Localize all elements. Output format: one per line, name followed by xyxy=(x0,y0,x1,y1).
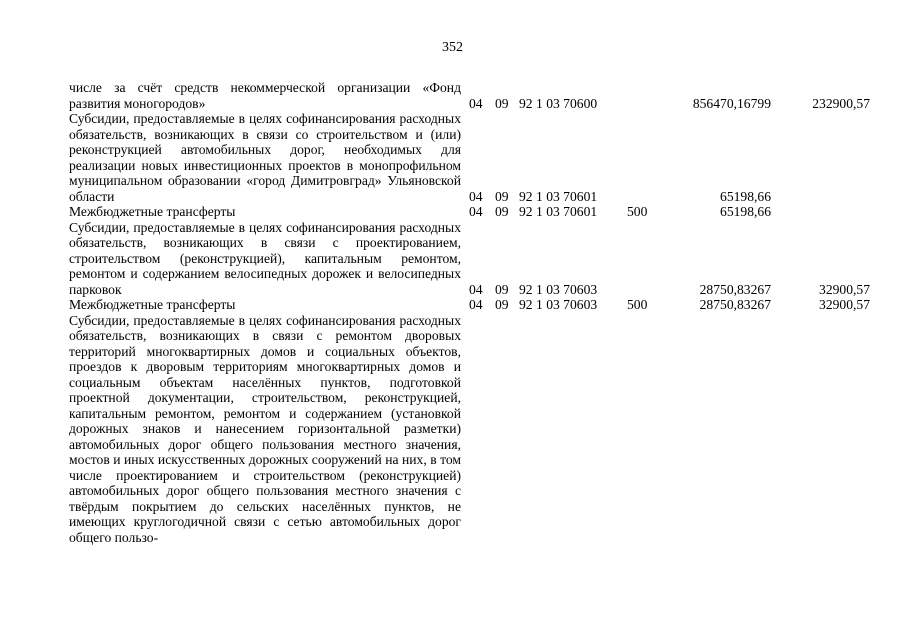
row-sum-2: 232900,57 xyxy=(812,95,870,111)
row-target-article: 92 1 03 70601 xyxy=(519,204,598,219)
row-section-code: 04 xyxy=(469,204,483,219)
row-subsection-code: 09 xyxy=(495,204,509,219)
row-section-code: 04 xyxy=(469,281,483,297)
row-expense-type xyxy=(627,220,667,298)
table-row xyxy=(69,111,870,204)
row-target-article xyxy=(519,313,627,546)
row-sum-2: 32900,57 xyxy=(819,297,870,312)
row-sum-1: 65198,66 xyxy=(720,204,771,219)
row-target-article: 92 1 03 70601 xyxy=(519,188,598,204)
row-expense-type: 500 xyxy=(627,297,648,312)
row-subsection-code: 09 xyxy=(495,188,509,204)
row-sum-1: 65198,66 xyxy=(720,188,771,204)
row-subsection-code xyxy=(495,313,519,546)
row-target-article: 92 1 03 70600 xyxy=(519,95,598,111)
table-row xyxy=(69,80,870,111)
row-expense-type xyxy=(627,111,667,204)
row-section-code: 04 xyxy=(469,297,483,312)
row-description: Субсидии, предоставляемые в целях софинансирования расходных обязательств, возникающих в связи с ремонтом дворовых территорий многоквартирных домов и социальных объектов, проездов к дворовым территориям многоквартирных домов и социальным объектам населённых пунктов, подготовкой проектной документации, строительством, реконструкцией, капитальным ремонтом, ремонтом и содержанием (установкой дорожных знаков и нанесением горизонтальной разметки) автомобильных дорог общего пользования местного значения, мостов и иных искусственных дорожных сооружений на них, в том числе проектированием и строительством (реконструкцией) автомобильных дорог общего пользования местного значения с твёрдым покрытием до сельских населённых пунктов, не имеющих круглогодичной связи с сетью автомобильных дорог общего пользо- xyxy=(69,312,461,545)
row-target-article: 92 1 03 70603 xyxy=(519,297,598,312)
row-subsection-code: 09 xyxy=(495,297,509,312)
row-description: Межбюджетные трансферты xyxy=(69,297,236,312)
row-sum-1: 856470,16799 xyxy=(692,95,771,111)
row-subsection-code: 09 xyxy=(495,281,509,297)
row-subsection-code: 09 xyxy=(495,95,509,111)
table-row xyxy=(69,297,870,313)
row-section-code: 04 xyxy=(469,188,483,204)
table-row xyxy=(69,220,870,298)
row-description: Межбюджетные трансферты xyxy=(69,204,236,219)
row-sum-2 xyxy=(771,111,870,204)
row-expense-type: 500 xyxy=(627,204,648,219)
row-expense-type xyxy=(627,80,667,111)
table-row xyxy=(69,204,870,220)
row-sum-1: 28750,83267 xyxy=(699,281,771,297)
row-sum-2: 32900,57 xyxy=(819,281,870,297)
page-number: 352 xyxy=(442,40,463,55)
table-row xyxy=(69,313,870,546)
row-section-code: 04 xyxy=(469,95,483,111)
row-sum-2 xyxy=(771,313,870,546)
row-target-article: 92 1 03 70603 xyxy=(519,281,598,297)
row-description: Субсидии, предоставляемые в целях софинансирования расходных обязательств, возникающих в связи с проектированием, строительством (реконструкцией), капитальным ремонтом, ремонтом и содержанием велосипедных дорожек и велосипедных парковок xyxy=(69,219,461,297)
row-expense-type xyxy=(627,313,667,546)
row-section-code xyxy=(461,313,495,546)
row-sum-1: 28750,83267 xyxy=(699,297,771,312)
row-sum-2 xyxy=(771,204,870,220)
row-sum-1 xyxy=(667,313,771,546)
budget-table xyxy=(69,80,870,545)
row-description: числе за счёт средств некоммерческой организации «Фонд развития моногородов» xyxy=(69,80,461,111)
row-description: Субсидии, предоставляемые в целях софинансирования расходных обязательств, возникающих в связи со строительством и (или) реконструкцией автомобильных дорог, необходимых для реализации новых инвестиционных проектов в монопрофильном муниципальном образовании «город Димитровград» Ульяновской области xyxy=(69,111,461,204)
